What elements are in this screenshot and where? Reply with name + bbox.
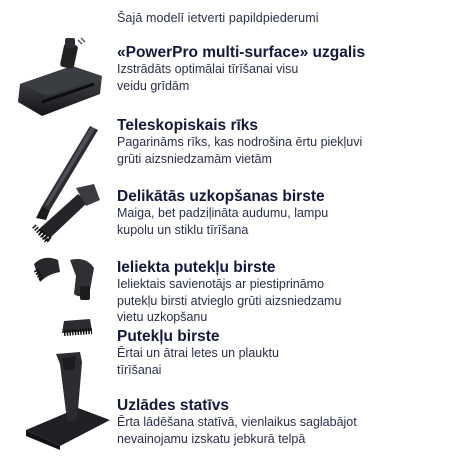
accessory-item (117, 44, 365, 94)
accessory-desc-line: putekļu birsti atvieglo grūti aizsniedzamu (117, 293, 342, 308)
accessory-desc-line: kupolu un stiklu tīrīšana (117, 222, 249, 237)
accessory-title: Uzlādes statīvs (117, 397, 229, 414)
accessory-desc-line: Ērta lādēšana statīvā, vienlaikus saglabājot (117, 415, 357, 429)
accessory-title: Delikātās uzkopšanas birste (117, 188, 325, 205)
charging-stand-icon (20, 350, 120, 450)
accessory-item (117, 117, 362, 167)
accessory-desc-line: Pagarināms rīks, kas nodrošina ērtu piekļuvi (117, 135, 363, 149)
delicate-brush-icon (28, 180, 108, 245)
dust-brush-icon (58, 315, 98, 350)
accessory-item (117, 188, 328, 238)
accessory-desc-line: vietu uzkopšanu (117, 310, 208, 324)
accessory-title: Putekļu birste (117, 328, 220, 345)
accessory-desc-line: Ērtai un ātrai letes un plauktu (117, 346, 279, 360)
angled-dust-brush-icon (30, 250, 110, 310)
accessory-item (117, 259, 341, 326)
accessory-desc-line: nevainojamu izskatu jebkurā telpā (117, 431, 306, 446)
floor-nozzle-icon (12, 36, 112, 118)
accessory-title: Ieliekta putekļu birste (117, 259, 276, 276)
accessory-title: «PowerPro multi-surface» uzgalis (117, 44, 366, 61)
accessory-desc-line: Ieliektais savienotājs ar piestiprināmo (117, 277, 325, 291)
accessory-item (117, 397, 357, 447)
accessory-desc-line: tīrīšanai (117, 362, 162, 377)
accessory-desc-line: Maiga, bet padziļināta audumu, lampu (117, 206, 329, 220)
accessory-item (117, 328, 279, 378)
accessory-desc-line: grūti aizsniedzamām vietām (117, 151, 272, 166)
accessory-title: Teleskopiskais rīks (117, 117, 259, 134)
accessory-desc-line: Izstrādāts optimālai tīrīšanai visu (117, 62, 299, 76)
accessories-header: Šajā modelī ietverti papildpiederumi (117, 11, 319, 25)
accessory-desc-line: veidu grīdām (117, 78, 190, 93)
